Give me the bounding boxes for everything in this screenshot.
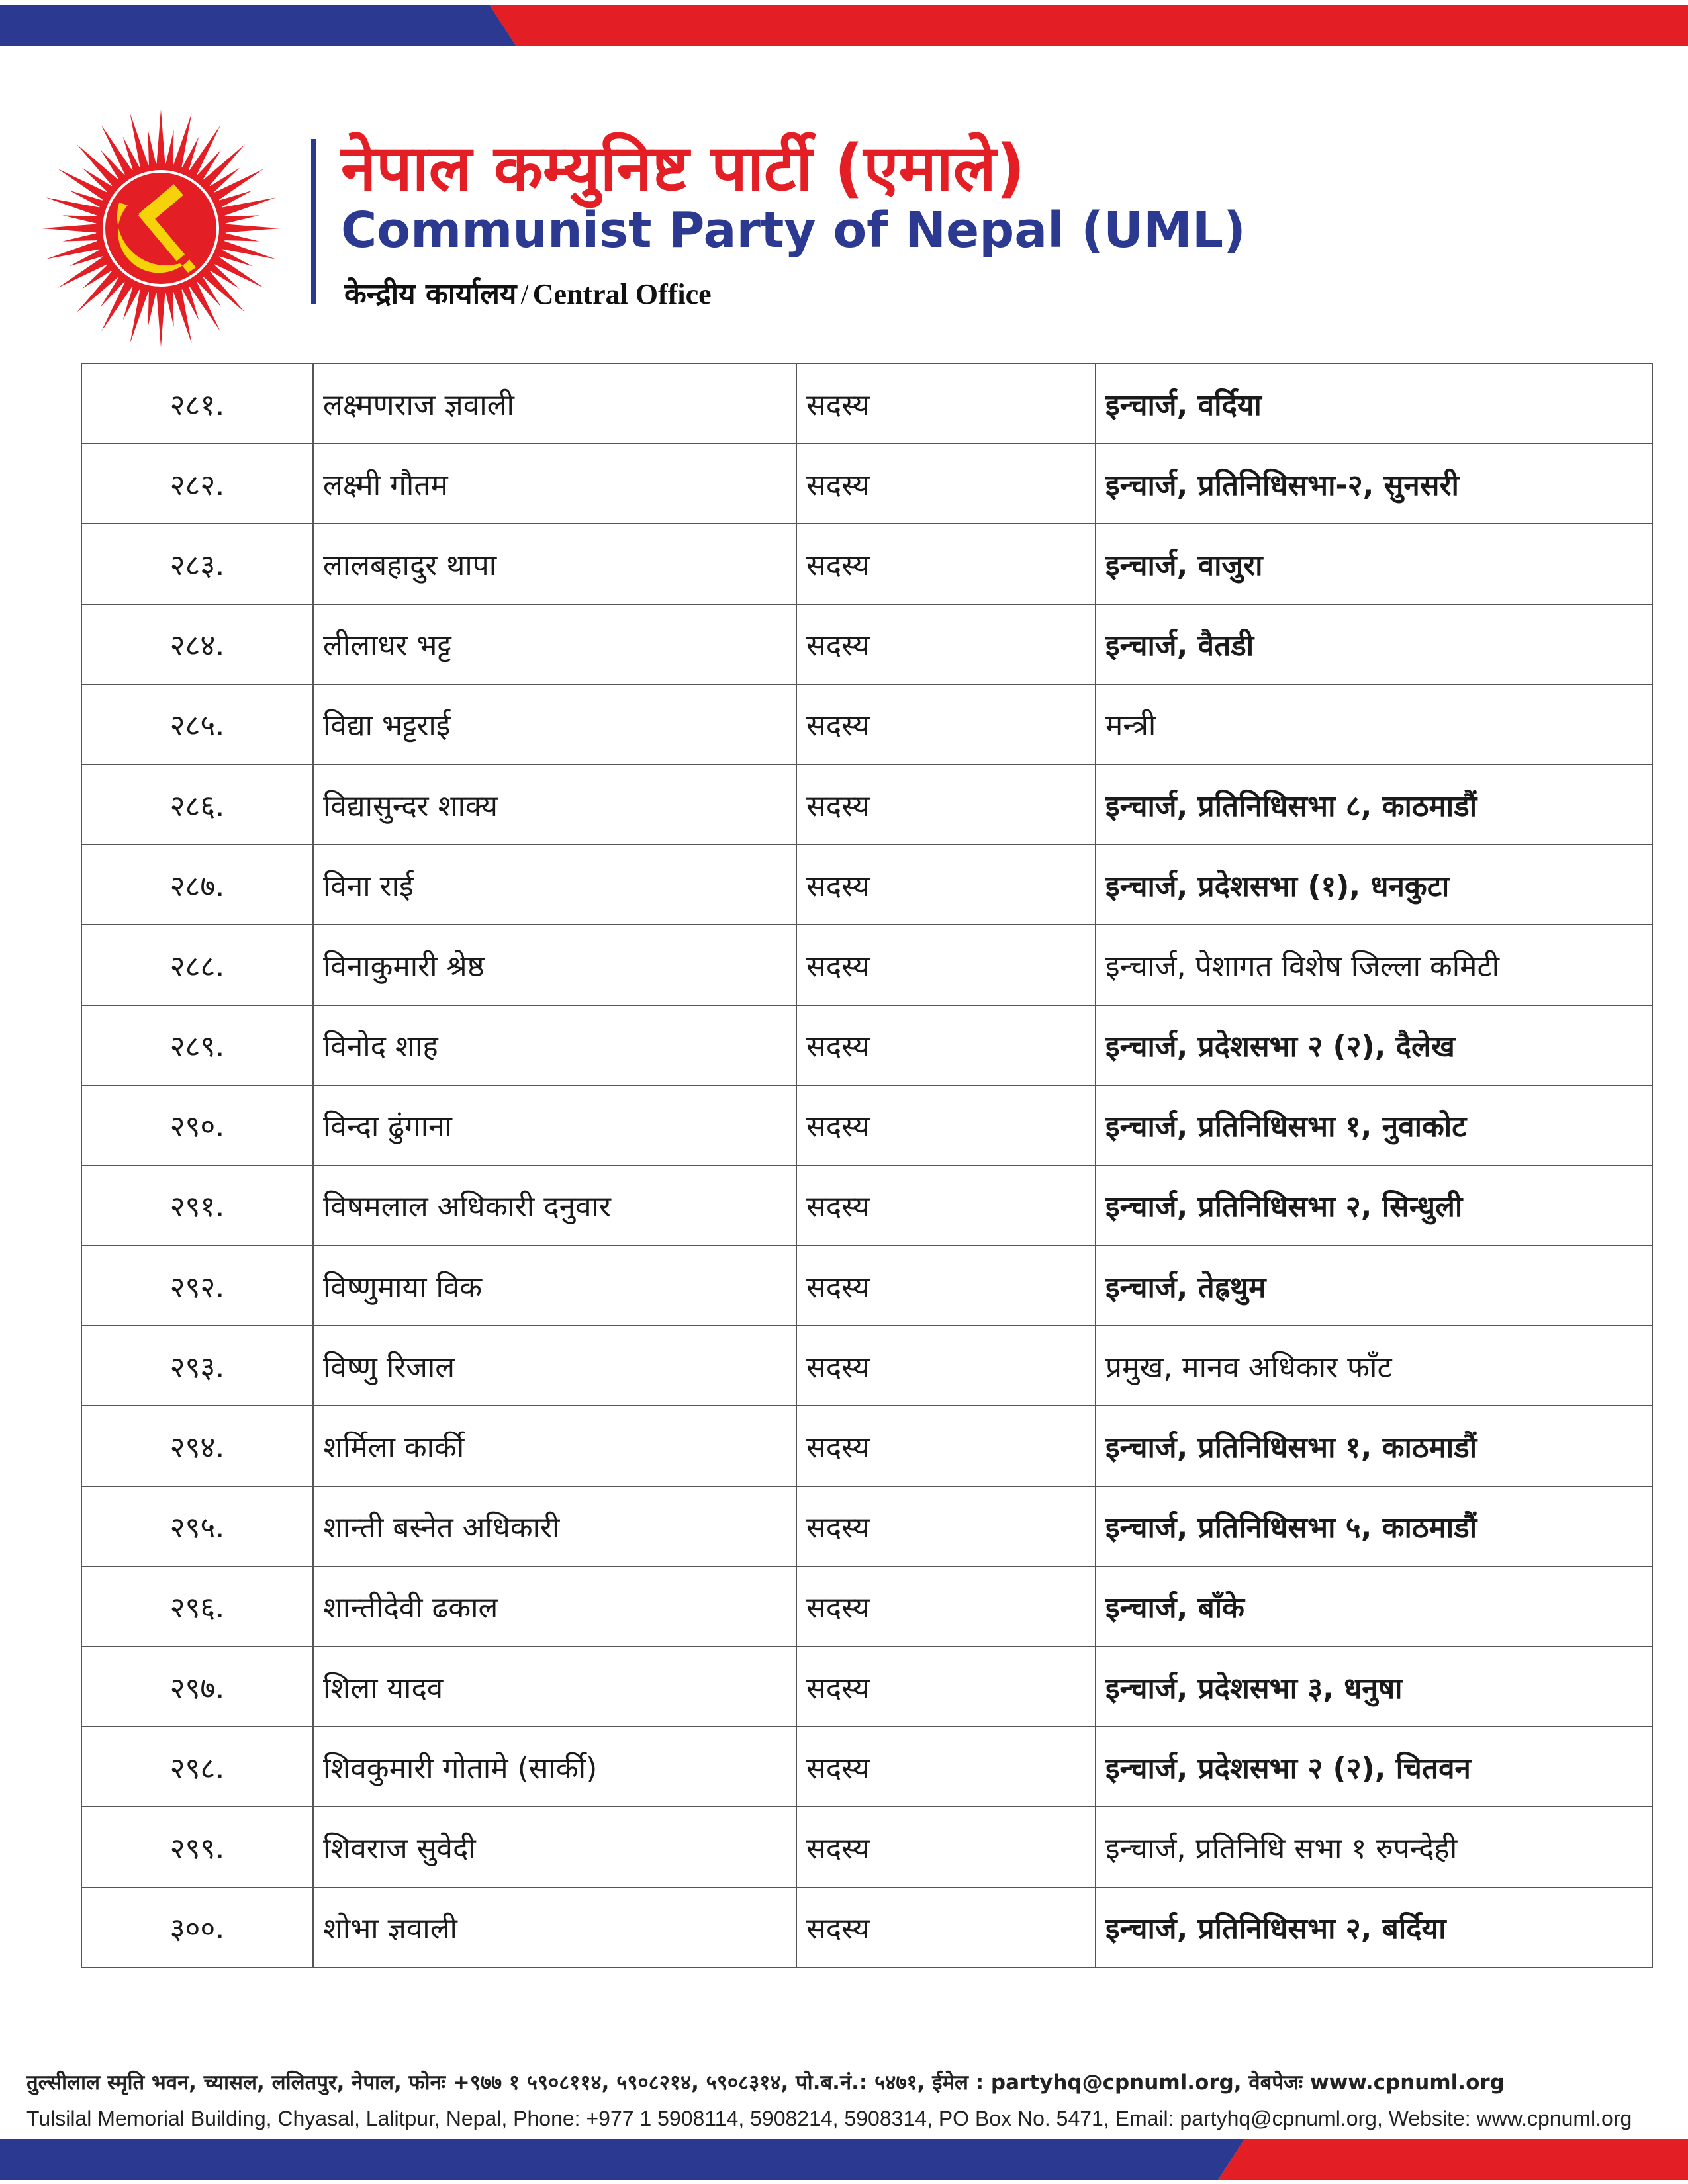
sun-logo-svg [38, 106, 283, 351]
office-separator: / [520, 278, 529, 310]
row-number: २८६. [81, 764, 313, 844]
office-label [344, 273, 712, 312]
member-name: विष्णुमाया विक [313, 1246, 796, 1326]
member-responsibility: इन्चार्ज, प्रदेशसभा २ (२), दैलेख [1096, 1005, 1652, 1085]
party-title-nepali: नेपाल कम्युनिष्ट पार्टी (एमाले) [341, 131, 1025, 205]
member-name: विनोद शाह [313, 1005, 796, 1085]
member-responsibility: इन्चार्ज, बाँके [1096, 1567, 1652, 1647]
row-number: २९७. [81, 1647, 313, 1727]
sun-ray [156, 109, 165, 165]
sun-ray [62, 233, 99, 242]
member-name: विषमलाल अधिकारी दनुवार [313, 1165, 796, 1246]
member-name: शर्मिला कार्की [313, 1406, 796, 1486]
member-role: सदस्य [796, 844, 1096, 925]
member-name: विना राई [313, 844, 796, 925]
table-row [81, 1406, 1652, 1486]
member-responsibility: प्रमुख, मानव अधिकार फाँट [1096, 1326, 1652, 1406]
table-row [81, 523, 1652, 604]
row-number: २९३. [81, 1326, 313, 1406]
sun-ray [165, 290, 174, 326]
member-name: शान्ती बस्नेत अधिकारी [313, 1486, 796, 1567]
table-row [81, 844, 1652, 925]
sun-ray [222, 233, 259, 242]
header-divider [311, 139, 316, 304]
sun-ray [165, 130, 174, 166]
table-row [81, 604, 1652, 684]
member-name: विष्णु रिजाल [313, 1326, 796, 1406]
table-row [81, 1165, 1652, 1246]
footer-address-english: Tulsilal Memorial Building, Chyasal, Lalitpur, Nepal, Phone: +977 1 5908114, 5908214, 5908314, PO Box No. 5471, Email: partyhq@cpnuml.org, Website: www.cpnuml.org [26, 2107, 1632, 2130]
table-row [81, 1727, 1652, 1807]
member-table [81, 363, 1653, 1968]
row-number: २९२. [81, 1246, 313, 1326]
member-role: सदस्य [796, 1486, 1096, 1567]
member-role: सदस्य [796, 523, 1096, 604]
table-row [81, 1085, 1652, 1165]
member-responsibility: इन्चार्ज, प्रतिनिधिसभा १, नुवाकोट [1096, 1085, 1652, 1165]
row-number: २८२. [81, 443, 313, 523]
office-label-nepali: केन्द्रीय कार्यालय [344, 277, 517, 311]
member-role: सदस्य [796, 363, 1096, 443]
member-responsibility: इन्चार्ज, वैतडी [1096, 604, 1652, 684]
member-name: शिवराज सुवेदी [313, 1807, 796, 1887]
member-responsibility: इन्चार्ज, प्रतिनिधिसभा १, काठमाडौं [1096, 1406, 1652, 1486]
table-row [81, 925, 1652, 1005]
sun-ray [148, 290, 156, 326]
member-name: लालबहादुर थापा [313, 523, 796, 604]
row-number: २९१. [81, 1165, 313, 1246]
member-responsibility: इन्चार्ज, प्रदेशसभा (१), धनकुटा [1096, 844, 1652, 925]
table-row [81, 1486, 1652, 1567]
member-role: सदस्य [796, 925, 1096, 1005]
member-role: सदस्य [796, 1165, 1096, 1246]
member-role: सदस्य [796, 684, 1096, 764]
party-title-english: Communist Party of Nepal (UML) [341, 202, 1246, 259]
bottom-stripe-red [1218, 2139, 1688, 2180]
top-stripe-red [490, 5, 1688, 46]
member-role: सदस्य [796, 604, 1096, 684]
sun-ray [42, 224, 98, 232]
member-responsibility: इन्चार्ज, प्रतिनिधिसभा ८, काठमाडौं [1096, 764, 1652, 844]
row-number: २८९. [81, 1005, 313, 1085]
row-number: २९४. [81, 1406, 313, 1486]
table-row [81, 363, 1652, 443]
member-name: लक्ष्मणराज ज्ञवाली [313, 363, 796, 443]
row-number: २८१. [81, 363, 313, 443]
row-number: २८४. [81, 604, 313, 684]
table-row [81, 1567, 1652, 1647]
member-responsibility: इन्चार्ज, प्रतिनिधिसभा २, सिन्धुली [1096, 1165, 1652, 1246]
member-name: लीलाधर भट्ट [313, 604, 796, 684]
member-name: विनाकुमारी श्रेष्ठ [313, 925, 796, 1005]
member-responsibility: इन्चार्ज, प्रतिनिधि सभा १ रुपन्देही [1096, 1807, 1652, 1887]
member-role: सदस्य [796, 1888, 1096, 1968]
office-label-english: Central Office [532, 278, 712, 310]
row-number: २९०. [81, 1085, 313, 1165]
member-responsibility: इन्चार्ज, वर्दिया [1096, 363, 1652, 443]
member-responsibility: इन्चार्ज, प्रतिनिधिसभा २, बर्दिया [1096, 1888, 1652, 1968]
table-row [81, 764, 1652, 844]
row-number: २९८. [81, 1727, 313, 1807]
sun-ray [156, 291, 165, 347]
footer-address-nepali: तुल्सीलाल स्मृति भवन, च्यासल, ललितपुर, नेपाल, फोनः +९७७ १ ५९०८११४, ५९०८२१४, ५९०८३१४, पो.ब.नं.: ५४७१, ईमेल : partyhq@cpnuml.org, वेबपेजः www.cpnuml.org [26, 2071, 1505, 2095]
member-name: लक्ष्मी गौतम [313, 443, 796, 523]
sun-ray [222, 215, 259, 224]
member-name: शोभा ज्ञवाली [313, 1888, 796, 1968]
top-color-stripe [0, 5, 1688, 46]
bottom-color-stripe [0, 2139, 1688, 2180]
table-row [81, 1326, 1652, 1406]
sun-ray [148, 130, 156, 166]
member-responsibility: इन्चार्ज, प्रदेशसभा ३, धनुषा [1096, 1647, 1652, 1727]
member-role: सदस्य [796, 1005, 1096, 1085]
row-number: २९६. [81, 1567, 313, 1647]
member-role: सदस्य [796, 1647, 1096, 1727]
table-row [81, 1246, 1652, 1326]
member-responsibility: इन्चार्ज, तेह्रथुम [1096, 1246, 1652, 1326]
row-number: २८३. [81, 523, 313, 604]
table-row [81, 1647, 1652, 1727]
table-row [81, 1888, 1652, 1968]
member-role: सदस्य [796, 1085, 1096, 1165]
member-responsibility: इन्चार्ज, वाजुरा [1096, 523, 1652, 604]
member-responsibility: इन्चार्ज, प्रतिनिधिसभा-२, सुनसरी [1096, 443, 1652, 523]
member-name: शान्तीदेवी ढकाल [313, 1567, 796, 1647]
member-role: सदस्य [796, 1326, 1096, 1406]
member-role: सदस्य [796, 1406, 1096, 1486]
row-number: २८५. [81, 684, 313, 764]
top-stripe-blue [0, 5, 516, 46]
member-role: सदस्य [796, 764, 1096, 844]
table-row [81, 1005, 1652, 1085]
member-name: शिला यादव [313, 1647, 796, 1727]
bottom-stripe-blue [0, 2139, 1244, 2180]
row-number: २८७. [81, 844, 313, 925]
row-number: २९५. [81, 1486, 313, 1567]
member-name: विन्दा ढुंगाना [313, 1085, 796, 1165]
member-role: सदस्य [796, 1727, 1096, 1807]
row-number: २९९. [81, 1807, 313, 1887]
sun-ray [62, 215, 99, 224]
table-row [81, 1807, 1652, 1887]
member-responsibility: इन्चार्ज, प्रदेशसभा २ (२), चितवन [1096, 1727, 1652, 1807]
table-row [81, 684, 1652, 764]
member-table-body [81, 363, 1652, 1968]
member-responsibility: मन्त्री [1096, 684, 1652, 764]
row-number: ३००. [81, 1888, 313, 1968]
sun-hammer-sickle-logo-icon [38, 106, 283, 351]
member-role: सदस्य [796, 1246, 1096, 1326]
member-name: विद्यासुन्दर शाक्य [313, 764, 796, 844]
sun-ray [224, 224, 280, 232]
member-role: सदस्य [796, 443, 1096, 523]
member-responsibility: इन्चार्ज, प्रतिनिधिसभा ५, काठमाडौं [1096, 1486, 1652, 1567]
member-role: सदस्य [796, 1567, 1096, 1647]
member-responsibility: इन्चार्ज, पेशागत विशेष जिल्ला कमिटी [1096, 925, 1652, 1005]
member-name: विद्या भट्टराई [313, 684, 796, 764]
row-number: २८८. [81, 925, 313, 1005]
member-role: सदस्य [796, 1807, 1096, 1887]
member-name: शिवकुमारी गोतामे (सार्की) [313, 1727, 796, 1807]
table-row [81, 443, 1652, 523]
